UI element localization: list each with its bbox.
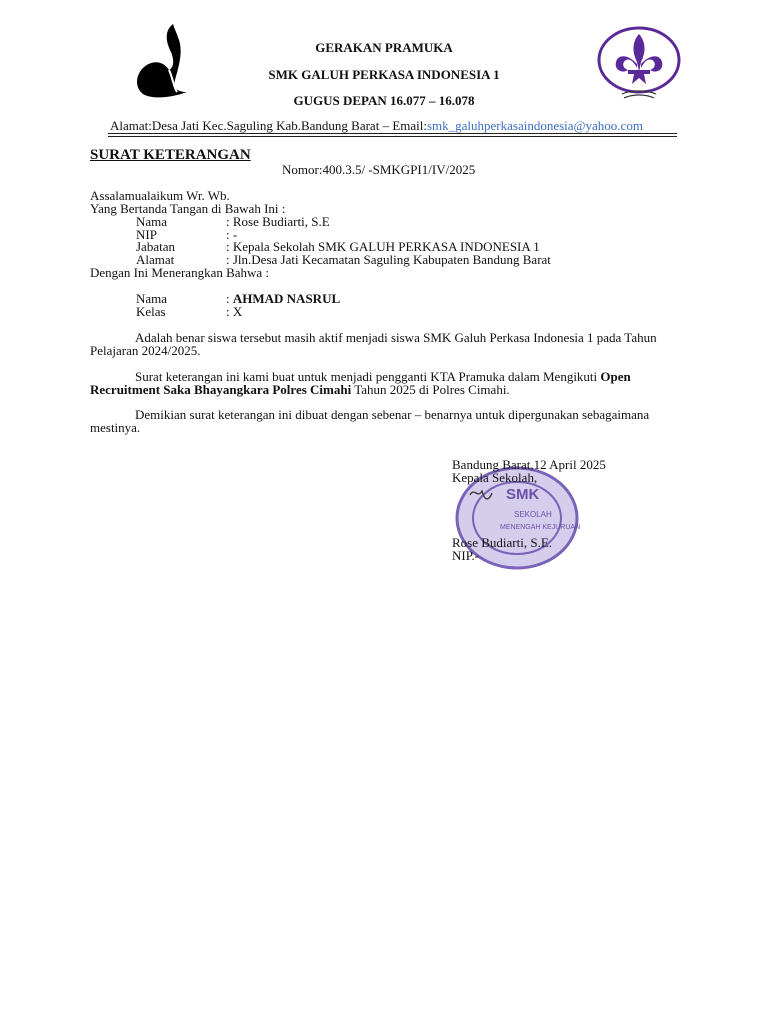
- letter-title: SURAT KETERANGAN: [90, 147, 251, 163]
- header-divider: [108, 133, 677, 134]
- signer-address-value: : Jln.Desa Jati Kecamatan Saguling Kabupaten Bandung Barat: [226, 252, 551, 267]
- paragraph-3-text: Demikian surat keterangan ini dibuat dengan sebenar – benarnya untuk dipergunakan sebagaimana mestinya.: [90, 407, 650, 435]
- address-text: Alamat:Desa Jati Kec.Saguling Kab.Bandung Barat – Email:: [110, 118, 427, 133]
- signature-block: [452, 458, 606, 562]
- greeting: Assalamualaikum Wr. Wb.: [90, 188, 230, 203]
- student-class-value: : X: [226, 304, 243, 319]
- signer-nip-value: : -: [226, 227, 238, 242]
- student-name-colon: :: [226, 291, 233, 306]
- paragraph-2-text-a: Surat keterangan ini kami buat untuk menjadi pengganti KTA Pramuka dalam Mengikuti: [135, 369, 601, 384]
- signer-intro: Yang Bertanda Tangan di Bawah Ini :: [90, 201, 286, 216]
- signer-nip-label: NIP: [136, 227, 157, 242]
- stamp-center-text: SMK: [506, 486, 540, 503]
- signer-position-label: Jabatan: [136, 239, 175, 254]
- paragraph-2-event: Open Recruitment Saka Bhayangkara Polres Cimahi: [90, 369, 631, 397]
- student-name-label: Nama: [136, 291, 168, 306]
- scout-fleur-de-lis-logo: [592, 24, 686, 102]
- signer-name-value: : Rose Budiarti, S.E: [226, 214, 330, 229]
- paragraph-3: [90, 408, 678, 434]
- header-school: SMK GALUH PERKASA INDONESIA 1: [268, 67, 500, 82]
- tunas-kelapa-logo: [133, 22, 189, 100]
- paragraph-2-text-b: Tahun 2025 di Polres Cimahi.: [351, 382, 510, 397]
- sign-role: Kepala Sekolah,: [452, 470, 538, 485]
- header-address: [110, 118, 643, 134]
- signer-position-value: : Kepala Sekolah SMK GALUH PERKASA INDONESIA 1: [226, 239, 540, 254]
- header-gugus: GUGUS DEPAN 16.077 – 16.078: [293, 93, 475, 108]
- student-name: [226, 292, 340, 305]
- letter-number: Nomor:400.3.5/ -SMKGPI1/IV/2025: [282, 162, 476, 177]
- declare-intro: Dengan Ini Menerangkan Bahwa :: [90, 265, 270, 280]
- email-link[interactable]: smk_galuhperkasaindonesia@yahoo.com: [426, 118, 643, 133]
- paragraph-1: [90, 331, 678, 357]
- signer-address-label: Alamat: [136, 252, 175, 267]
- sign-place-date: Bandung Barat,12 April 2025: [452, 457, 606, 472]
- stamp-line-1: SEKOLAH: [514, 510, 552, 519]
- header-org: GERAKAN PRAMUKA: [315, 40, 453, 55]
- header-divider-2: [108, 136, 677, 137]
- paragraph-2: [90, 370, 678, 396]
- paragraph-1-text: Adalah benar siswa tersebut masih aktif menjadi siswa SMK Galuh Perkasa Indonesia 1 pada Tahun Pelajaran 2024/2025.: [90, 330, 657, 358]
- student-name-value: AHMAD NASRUL: [232, 291, 341, 306]
- sign-nip: NIP.-: [452, 548, 480, 563]
- sign-name: Rose Budiarti, S.E.: [452, 535, 553, 550]
- signer-name-label: Nama: [136, 214, 168, 229]
- student-class-label: Kelas: [136, 304, 166, 319]
- stamp-line-2: MENENGAH KEJURUAN: [500, 524, 581, 531]
